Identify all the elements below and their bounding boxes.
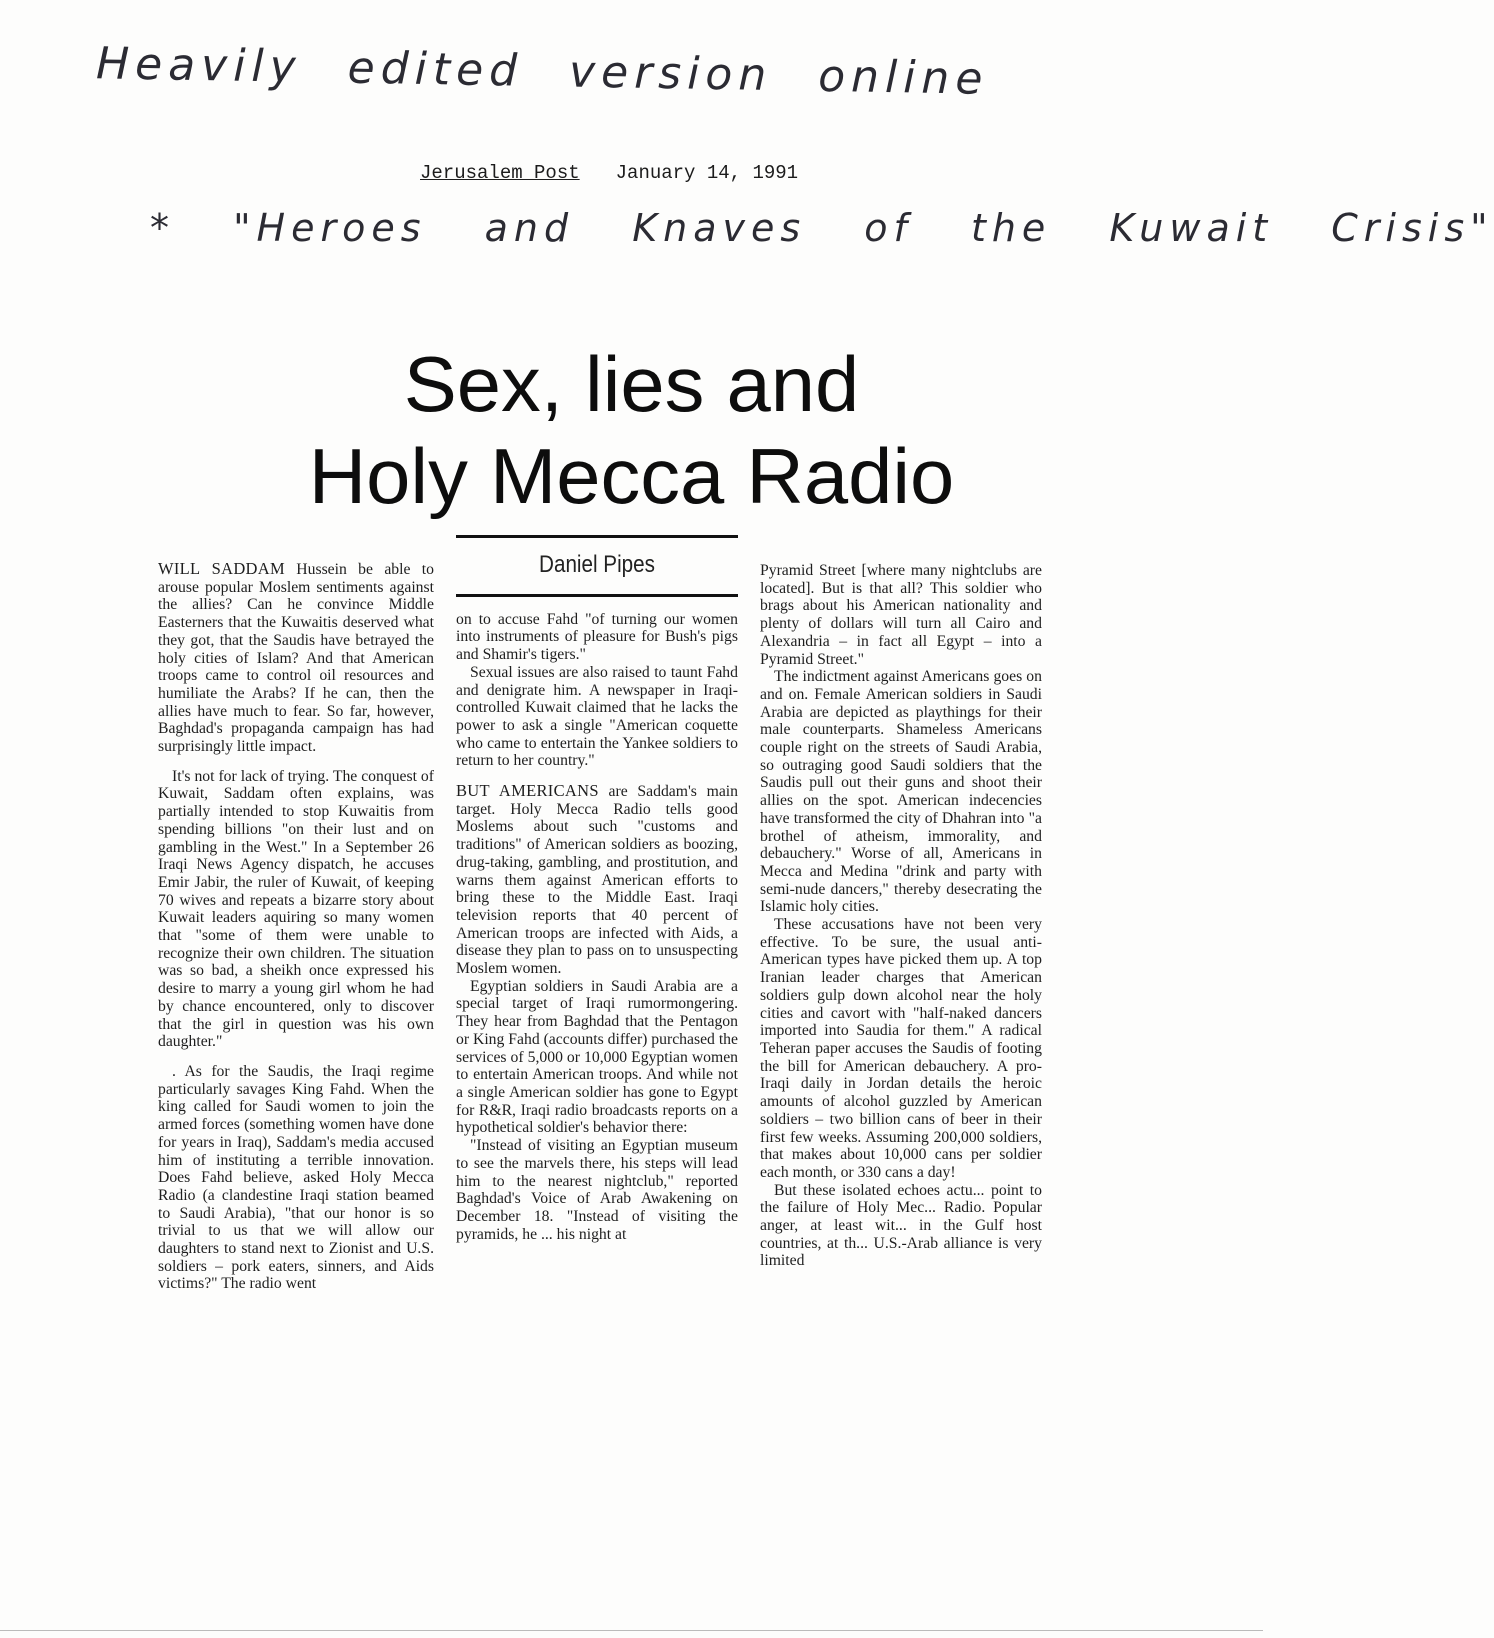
headline-line-2: Holy Mecca Radio — [308, 432, 955, 520]
paragraph: Pyramid Street [where many nightclubs are located]. But is that all? This soldier who brags about his American nationality and plenty of dollars will turn all Cairo and Alexandria – in fact all Egypt – into a Pyramid Street." — [760, 562, 1042, 668]
page-bottom-edge — [0, 1630, 1263, 1631]
paragraph: But these isolated echoes actu... point to the failure of Holy Mec... Radio. Popular anger, at least wit... in the Gulf host countries, at th... U.S.-Arab alliance is very limited — [760, 1181, 1042, 1270]
paragraph: on to accuse Fahd "of turning our women into instruments of pleasure for Bush's pigs and Shamir's tigers." — [456, 610, 738, 664]
paragraph: These accusations have not been very effective. To be sure, the usual anti-American types have picked them up. A top Iranian leader charges that American soldiers gulp down alcohol near the holy cities and cavort with "half-naked dancers imported into Saudia for them." A radical Teheran paper accuses the Saudis of footing the bill for American debauchery. A pro-Iraqi daily in Jordan details the heroic amounts of alcohol guzzled by American soldiers – two billion cans of beer in their first few weeks. Assuming 200,000 soldiers, that makes about 10,000 cans per soldier each month, or 330 cans a day! — [760, 916, 1042, 1181]
publication-date: January 14, 1991 — [615, 162, 799, 184]
article-column-3 — [760, 562, 1042, 1270]
paragraph-text: Hussein be able to arouse popular Moslem sentiments against the allies? Can he convince Middle Easterners that the Kuwaitis deserved what they got, that the Saudis have betrayed the holy cities of Islam? And that American troops came to control oil resources and humiliate the Arabs? If he can, then the allies have much to fear. So far, however, Baghdad's propaganda campaign has had surprisingly little impact. — [158, 561, 434, 756]
headline-line-1: Sex, lies and — [403, 340, 860, 428]
lead-in: WILL SADDAM — [158, 559, 285, 578]
handwritten-note: Heavily edited version online — [95, 38, 989, 105]
paragraph: Egyptian soldiers in Saudi Arabia are a special target of Iraqi rumormongering. They hear from Baghdad that the Pentagon or King Fahd (accounts differ) purchased the services of 5,000 or 10,000 Egyptian women to entertain American troops. And while not a single American soldier has gone to Egypt for R&R, Iraqi radio broadcasts reports on a hypothetical soldier's behavior there: — [456, 977, 738, 1137]
article-column-1 — [158, 560, 434, 1293]
paragraph-text: are Saddam's main target. Holy Mecca Radio tells good Moslems about such "customs and traditions" of American soldiers as boozing, drug-taking, gambling, and prostitution, and warns them against American efforts to bring these to the Middle East. Iraqi television reports that 40 percent of American troops are infected with Aids, a disease they plan to pass on to unsuspecting Moslem women. — [456, 783, 738, 978]
lead-in: BUT AMERICANS — [456, 781, 599, 801]
paragraph — [456, 782, 738, 978]
article-column-2 — [456, 535, 738, 1243]
byline-rule-bottom — [456, 594, 738, 597]
byline: Daniel Pipes — [539, 551, 655, 578]
headline — [0, 338, 1276, 522]
paragraph: . As for the Saudis, the Iraqi regime particularly savages King Fahd. When the king called for Saudi women to join the armed forces (something women have done for years in Iraq), Saddam's media accused him of instituting a terrible innovation. Does Fahd believe, asked Holy Mecca Radio (a clandestine Iraqi station beamed to Saudi Arabia), "that our honor is so trivial to us that we will allow our daughters to stand next to Zionist and U.S. soldiers – pork eaters, sinners, and Aids victims?" The radio went — [158, 1062, 434, 1293]
paragraph: Sexual issues are also raised to taunt Fahd and denigrate him. A newspaper in Iraqi-controlled Kuwait claimed that he lacks the power to ask a single "American coquette who came to entertain the Yankee soldiers to return to her country." — [456, 663, 738, 770]
paragraph: The indictment against Americans goes on and on. Female American soldiers in Saudi Arabia are depicted as playthings for their male counterparts. Shameless Americans couple right on the streets of Saudi Arabia, so outraging good Saudi soldiers that the Saudis pull out their guns and shoot their allies on the spot. American indecencies have transformed the city of Dhahran into "a brothel of atheism, immorality, and debauchery." Worse of all, Americans in Mecca and Medina "drink and party with semi-nude dancers," thereby desecrating the Islamic holy cities. — [760, 668, 1042, 916]
paragraph: "Instead of visiting an Egyptian museum to see the marvels there, his steps will lead him to the nearest nightclub," reported Baghdad's Voice of Arab Awakening on December 18. "Instead of visiting the pyramids, he ... his night at — [456, 1137, 738, 1243]
column-2-body — [456, 611, 738, 1244]
dateline — [420, 162, 798, 184]
publication-name: Jerusalem Post — [420, 162, 580, 184]
paragraph: It's not for lack of trying. The conquest of Kuwait, Saddam often explains, was partially intended to stop Kuwaitis from spending billions "on their lust and on gambling in the West." In a September 26 Iraqi News Agency dispatch, he accuses Emir Jabir, the ruler of Kuwait, of keeping 70 wives and repeats a bizarre story about Kuwait leaders aquiring so many women that "some of them were unable to recognize their own children. The situation was so bad, a sheikh once expressed his desire to marry a young girl whom he had by chance encountered, only to discover that the girl in question was his own daughter." — [158, 767, 434, 1051]
handwritten-subtitle: * "Heroes and Knaves of the Kuwait Crisis" — [150, 206, 1494, 250]
paragraph — [158, 560, 434, 756]
